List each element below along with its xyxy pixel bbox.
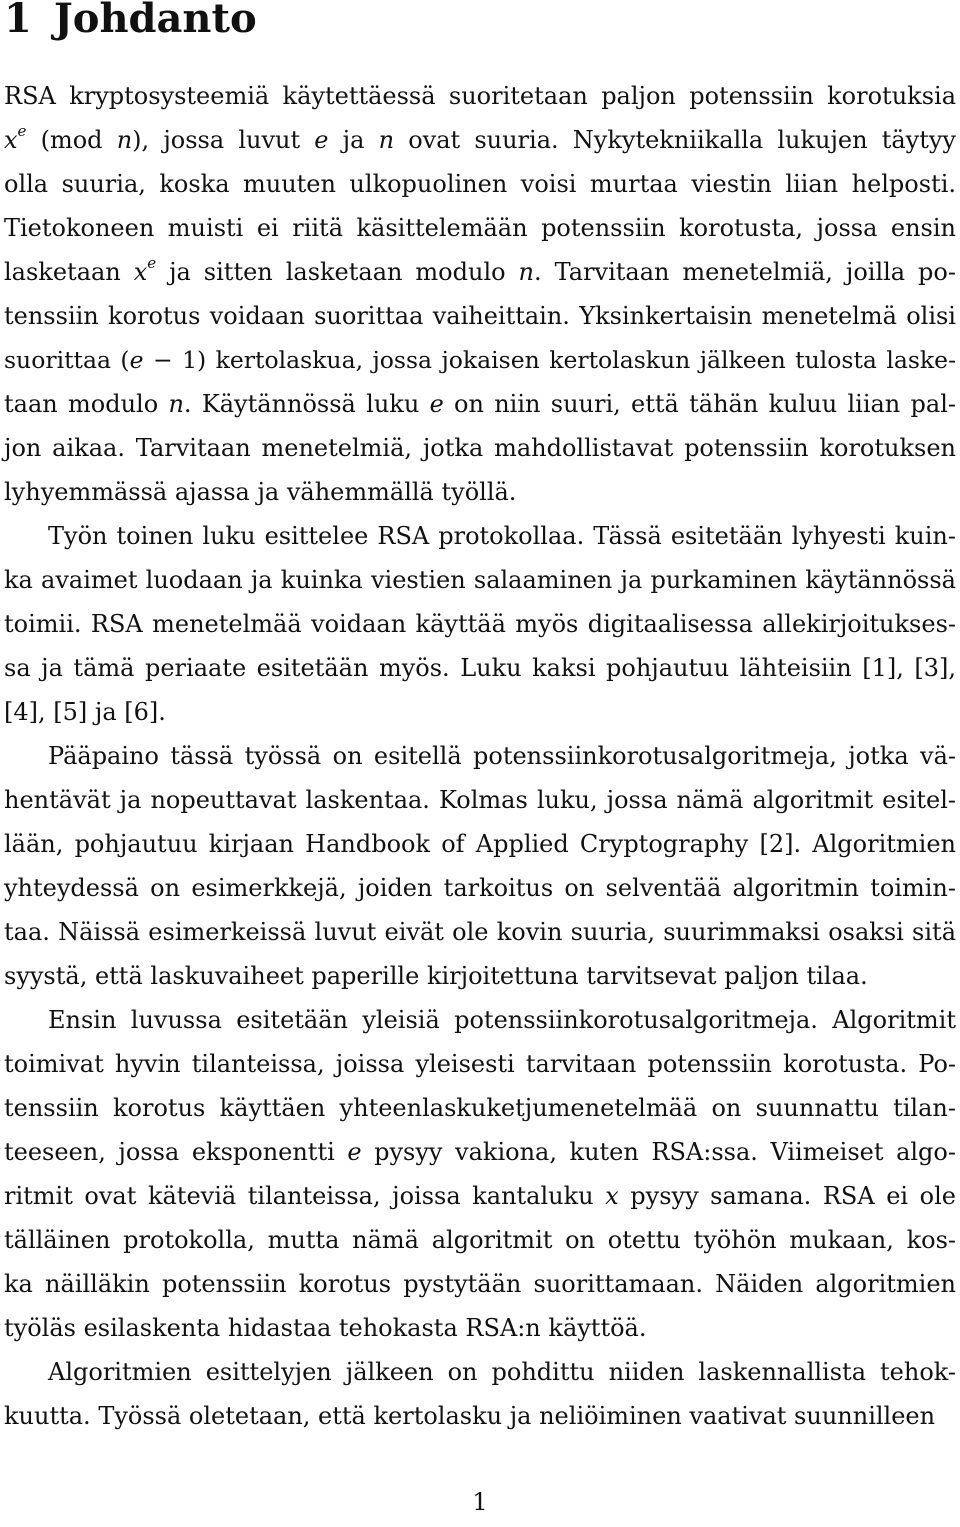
chapter-title: Johdanto: [53, 0, 257, 42]
math-variable: e: [129, 346, 144, 374]
page-number: 1: [472, 1488, 488, 1516]
text-line: [0, 690, 960, 734]
text-line: [0, 118, 960, 162]
text-run: jon aikaa. Tarvitaan menetelmiä, jotka mahdollistavat potenssiin korotuksen: [4, 434, 956, 462]
math-superscript: e: [17, 122, 27, 140]
text-run: ja sitten lasketaan modulo: [156, 258, 519, 286]
text-line: [0, 1306, 960, 1350]
text-run: pysyy vakiona, kuten RSA:ssa. Viimeiset algo-: [361, 1138, 956, 1166]
text-line: [0, 382, 960, 426]
text-line: [0, 1394, 960, 1438]
text-line: [0, 426, 960, 470]
math-variable: n: [378, 126, 395, 154]
text-run: toimii. RSA menetelmää voidaan käyttää myös digitaalisessa allekirjoitukses-: [4, 610, 956, 638]
text-run: ka avaimet luodaan ja kuinka viestien salaaminen ja purkaminen käytännössä: [4, 566, 956, 594]
text-run: taan modulo: [4, 390, 169, 418]
text-line: [0, 1262, 960, 1306]
text-line: [0, 1086, 960, 1130]
text-run: toimivat hyvin tilanteissa, joissa yleisesti tarvitaan potenssiin korotusta. Po-: [4, 1050, 956, 1078]
text-run: Ensin luvussa esitetään yleisiä potenssiinkorotusalgoritmeja. Algoritmit: [48, 1006, 956, 1034]
text-line: [0, 1042, 960, 1086]
text-run: sa ja tämä periaate esitetään myös. Luku kaksi pohjautuu lähteisiin [1], [3],: [4, 654, 956, 682]
text-run: − 1) kertolaskua, jossa jokaisen kertolaskun jälkeen tulosta laske-: [143, 346, 957, 374]
text-line: [0, 206, 960, 250]
math-variable: n: [116, 126, 133, 154]
text-run: . Käytännössä luku: [183, 390, 430, 418]
math-variable: e: [314, 126, 329, 154]
text-line: [0, 514, 960, 558]
text-line: [0, 778, 960, 822]
text-line: [0, 1174, 960, 1218]
text-run: Algoritmien esittelyjen jälkeen on pohdittu niiden laskennallista tehok-: [48, 1358, 956, 1386]
text-run: Pääpaino tässä työssä on esitellä potenssiinkorotusalgoritmeja, jotka vä-: [48, 742, 956, 770]
text-run: suorittaa (: [4, 346, 130, 374]
text-line: [0, 338, 960, 382]
chapter-number: 1: [4, 0, 32, 42]
text-run: olla suuria, koska muuten ulkopuolinen voisi murtaa viestin liian helposti.: [4, 170, 956, 198]
text-line: [0, 470, 960, 514]
text-run: on niin suuri, että tähän kuluu liian pal-: [443, 390, 956, 418]
text-run: ka näilläkin potenssiin korotus pystytään suorittamaan. Näiden algoritmien: [4, 1270, 956, 1298]
text-run: kuutta. Työssä oletetaan, että kertolasku ja neliöiminen vaativat suunnilleen: [4, 1402, 936, 1430]
text-line: [0, 866, 960, 910]
text-line: [0, 1218, 960, 1262]
text-line: [0, 822, 960, 866]
text-run: yhteydessä on esimerkkejä, joiden tarkoitus on selventää algoritmin toimin-: [4, 874, 956, 902]
chapter-heading: [4, 0, 257, 44]
math-variable: e: [429, 390, 444, 418]
text-run: hentävät ja nopeuttavat laskentaa. Kolmas luku, jossa nämä algoritmit esitel-: [4, 786, 956, 814]
text-line: [0, 558, 960, 602]
text-run: Tietokoneen muisti ei riitä käsittelemään potenssiin korotusta, jossa ensin: [4, 214, 956, 242]
text-run: työläs esilaskenta hidastaa tehokasta RSA:n käyttöä.: [4, 1314, 647, 1342]
text-run: ), jossa luvut: [132, 126, 315, 154]
text-line: [0, 734, 960, 778]
math-variable: x: [605, 1182, 619, 1210]
text-run: tenssiin korotus voidaan suorittaa vaiheittain. Yksinkertaisin menetelmä olisi: [4, 302, 956, 330]
text-line: [0, 250, 960, 294]
math-variable: n: [518, 258, 534, 286]
text-run: ja: [328, 126, 379, 154]
text-run: . Tarvitaan menetelmiä, joilla po-: [534, 258, 956, 286]
text-run: taa. Näissä esimerkeissä luvut eivät ole kovin suuria, suurimmaksi osaksi sitä: [4, 918, 956, 946]
text-line: [0, 162, 960, 206]
text-run: syystä, että laskuvaiheet paperille kirjoitettuna tarvitsevat paljon tilaa.: [4, 962, 868, 990]
text-line: [0, 294, 960, 338]
text-line: [0, 998, 960, 1042]
text-line: [0, 1130, 960, 1174]
text-run: ovat suuria. Nykytekniikalla lukujen täytyy: [394, 126, 956, 154]
text-line: [0, 602, 960, 646]
text-run: tenssiin korotus käyttäen yhteenlaskuketjumenetelmää on suunnattu tilan-: [4, 1094, 956, 1122]
text-line: [0, 954, 960, 998]
text-run: lään, pohjautuu kirjaan Handbook of Applied Cryptography [2]. Algoritmien: [4, 830, 956, 858]
text-run: tälläinen protokolla, mutta nämä algoritmit on otettu työhön mukaan, kos-: [4, 1226, 956, 1254]
text-line: [0, 1350, 960, 1394]
text-run: lasketaan: [4, 258, 134, 286]
text-run: pysyy samana. RSA ei ole: [618, 1182, 956, 1210]
text-run: Työn toinen luku esittelee RSA protokollaa. Tässä esitetään lyhyesti kuin-: [48, 522, 956, 550]
text-run: [4], [5] ja [6].: [4, 698, 166, 726]
math-variable: e: [347, 1138, 362, 1166]
text-run: (mod: [26, 126, 117, 154]
math-superscript: e: [147, 254, 157, 272]
text-line: [0, 910, 960, 954]
text-run: teeseen, jossa eksponentti: [4, 1138, 348, 1166]
text-run: ritmit ovat käteviä tilanteissa, joissa kantaluku: [4, 1182, 606, 1210]
math-variable: x: [133, 258, 148, 286]
math-variable: n: [168, 390, 184, 418]
math-variable: x: [4, 126, 18, 154]
text-line: [0, 74, 960, 118]
text-line: [0, 646, 960, 690]
text-run: RSA kryptosysteemiä käytettäessä suoritetaan paljon potenssiin korotuksia: [4, 82, 956, 110]
text-run: lyhyemmässä ajassa ja vähemmällä työllä.: [4, 478, 517, 506]
